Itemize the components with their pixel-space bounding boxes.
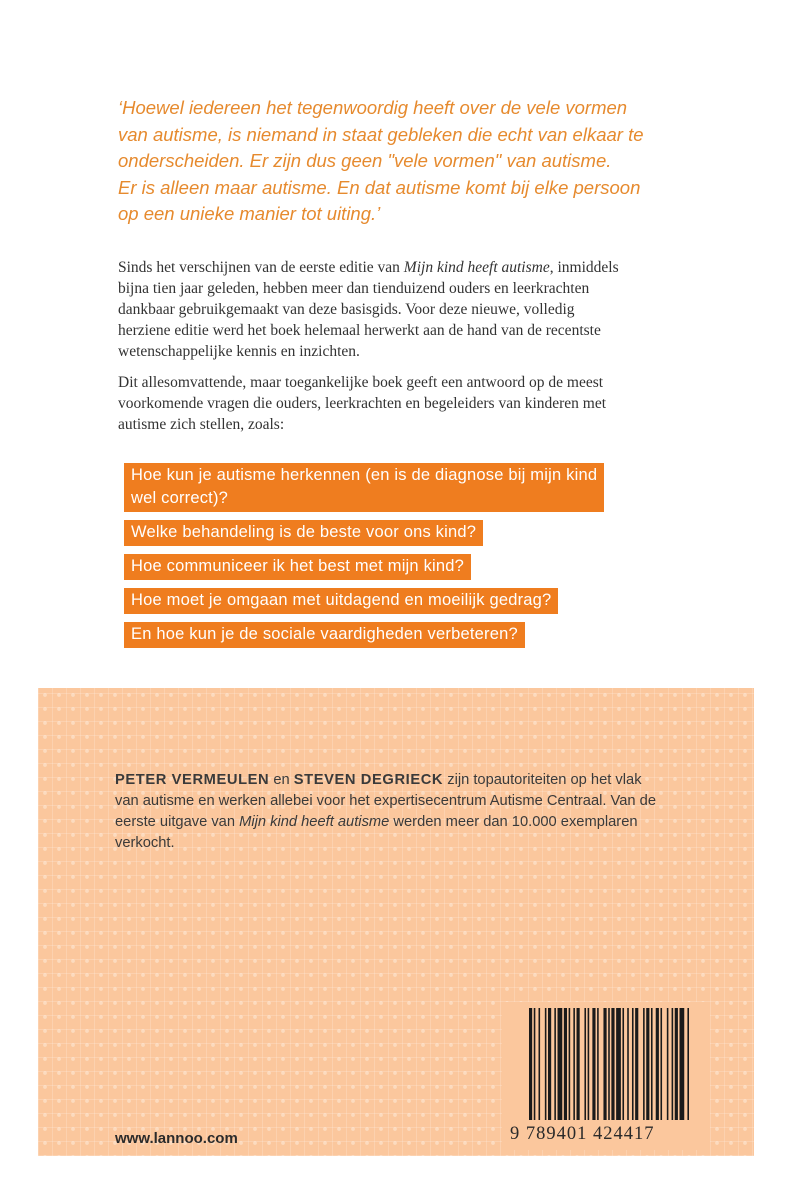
intro-line: bijna tien jaar geleden, hebben meer dan tienduizend ouders en leerkrachten bbox=[118, 280, 590, 297]
barcode-bar bbox=[554, 1008, 556, 1120]
question-item bbox=[124, 588, 664, 614]
summary-paragraph bbox=[118, 372, 688, 435]
barcode-bar bbox=[597, 1008, 599, 1120]
barcode-bar bbox=[611, 1008, 614, 1120]
question-item bbox=[124, 520, 664, 546]
author-name: STEVEN DEGRIECK bbox=[293, 772, 444, 788]
question-highlight: Hoe communiceer ik het best met mijn kind? bbox=[124, 554, 471, 580]
barcode-bar bbox=[573, 1008, 575, 1120]
barcode-bar bbox=[622, 1008, 624, 1120]
summary-line: autisme zich stellen, zoals: bbox=[118, 416, 285, 433]
question-item bbox=[124, 463, 664, 512]
barcode-bar bbox=[584, 1008, 586, 1120]
intro-line: dankbaar gebruikgemaakt van deze basisgids. Voor deze nieuwe, volledig bbox=[118, 301, 575, 318]
barcode-bar bbox=[627, 1008, 629, 1120]
author-name: PETER VERMEULEN bbox=[115, 772, 270, 788]
quote-block bbox=[118, 95, 698, 228]
barcode-bar bbox=[539, 1008, 541, 1120]
quote-line: ‘Hoewel iedereen het tegenwoordig heeft over de vele vormen bbox=[118, 97, 628, 118]
barcode-bar bbox=[534, 1008, 536, 1120]
question-highlight: Welke behandeling is de beste voor ons kind? bbox=[124, 520, 483, 546]
question-item bbox=[124, 554, 664, 580]
quote-line: onderscheiden. Er zijn dus geen "vele vormen" van autisme. bbox=[118, 150, 612, 171]
barcode-bar bbox=[592, 1008, 595, 1120]
barcode-bar bbox=[608, 1008, 610, 1120]
barcode-bar bbox=[548, 1008, 551, 1120]
barcode bbox=[529, 1008, 689, 1120]
intro-line: wetenschappelijke kennis en inzichten. bbox=[118, 343, 360, 360]
author-bio-line: PETER VERMEULEN en STEVEN DEGRIECK zijn topautoriteiten op het vlak bbox=[115, 772, 642, 788]
barcode-bar bbox=[651, 1008, 653, 1120]
intro-paragraph bbox=[118, 257, 688, 362]
barcode-bar bbox=[588, 1008, 590, 1120]
barcode-bar bbox=[569, 1008, 571, 1120]
barcode-bar bbox=[632, 1008, 634, 1120]
book-title: Mijn kind heeft autisme bbox=[239, 814, 390, 830]
question-highlight: En hoe kun je de sociale vaardigheden verbeteren? bbox=[124, 622, 525, 648]
barcode-bar bbox=[564, 1008, 567, 1120]
barcode-bar bbox=[603, 1008, 606, 1120]
book-title: Mijn kind heeft autisme bbox=[403, 259, 550, 276]
barcode-bar bbox=[646, 1008, 649, 1120]
barcode-bar bbox=[635, 1008, 638, 1120]
summary-line: Dit allesomvattende, maar toegankelijke boek geeft een antwoord op de meest bbox=[118, 374, 604, 391]
question-list bbox=[124, 463, 664, 656]
author-bio bbox=[115, 770, 715, 854]
barcode-bar bbox=[667, 1008, 669, 1120]
author-bio-line: eerste uitgave van Mijn kind heeft autisme werden meer dan 10.000 exemplaren bbox=[115, 814, 638, 830]
quote-line: van autisme, is niemand in staat gebleken die echt van elkaar te bbox=[118, 123, 644, 145]
quote-line: Er is alleen maar autisme. En dat autisme komt bij elke persoon bbox=[118, 176, 641, 198]
barcode-bar bbox=[687, 1008, 689, 1120]
author-bio-line: van autisme en werken allebei voor het expertisecentrum Autisme Centraal. Van de bbox=[115, 793, 657, 809]
barcode-bar bbox=[558, 1008, 563, 1120]
barcode-bar bbox=[679, 1008, 684, 1120]
barcode-bar bbox=[660, 1008, 662, 1120]
barcode-bar bbox=[616, 1008, 621, 1120]
author-bio-line: verkocht. bbox=[115, 835, 175, 851]
barcode-bar bbox=[577, 1008, 580, 1120]
barcode-bar bbox=[656, 1008, 659, 1120]
isbn-number: 9 789401 424417 bbox=[510, 1124, 655, 1144]
summary-line: voorkomende vragen die ouders, leerkrachten en begeleiders van kinderen met bbox=[118, 395, 607, 412]
barcode-bar bbox=[672, 1008, 674, 1120]
question-highlight: Hoe kun je autisme herkennen (en is de diagnose bij mijn kind wel correct)? bbox=[124, 463, 604, 512]
barcode-bar bbox=[529, 1008, 532, 1120]
publisher-website[interactable]: www.lannoo.com bbox=[115, 1130, 238, 1147]
barcode-bar bbox=[643, 1008, 645, 1120]
barcode-bar bbox=[675, 1008, 678, 1120]
quote-line: op een unieke manier tot uiting.’ bbox=[118, 203, 381, 224]
question-highlight: Hoe moet je omgaan met uitdagend en moeilijk gedrag? bbox=[124, 588, 558, 614]
barcode-bar bbox=[545, 1008, 547, 1120]
intro-line: herziene editie werd het boek helemaal herwerkt aan de hand van de recentste bbox=[118, 322, 601, 339]
intro-line: Sinds het verschijnen van de eerste editie van Mijn kind heeft autisme, inmiddels bbox=[118, 259, 619, 276]
question-item bbox=[124, 622, 664, 648]
